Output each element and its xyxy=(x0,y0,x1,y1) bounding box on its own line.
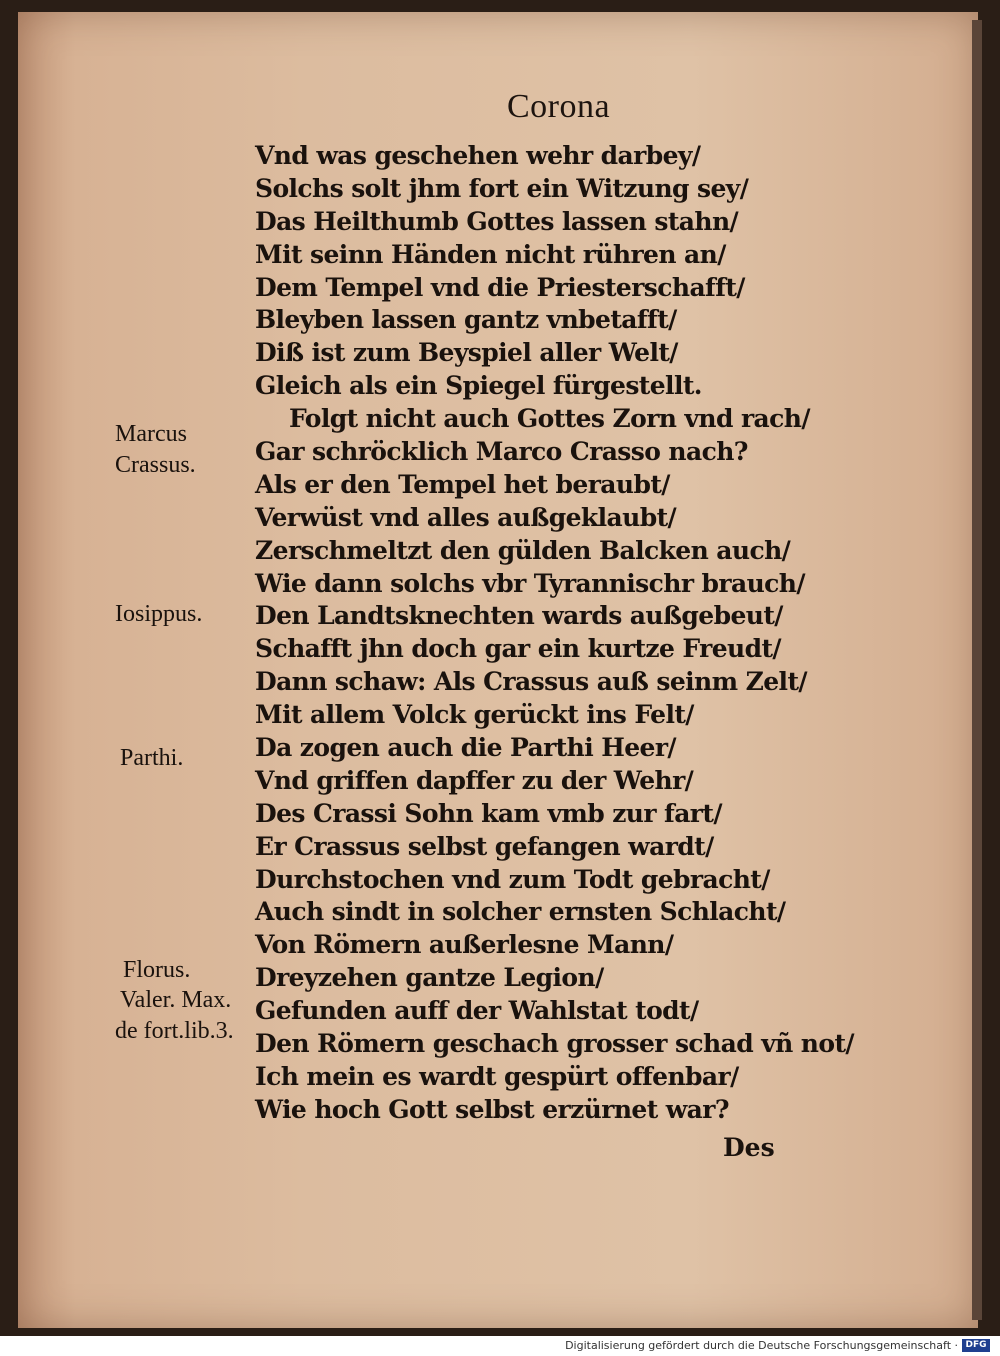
margin-note-iosippus: Iosippus. xyxy=(115,601,203,627)
running-head: Corona xyxy=(507,88,611,125)
verse-line: Wie hoch Gott selbst erzürnet war? xyxy=(255,1094,729,1124)
margin-note-valer-max: Valer. Max. xyxy=(120,987,232,1013)
verse-line: Schafft jhn doch gar ein kurtze Freudt/ xyxy=(255,634,781,664)
verse-line: Mit seinn Händen nicht rühren an/ xyxy=(255,239,726,269)
margin-note-crassus: Crassus. xyxy=(115,452,196,478)
verse-block xyxy=(255,140,854,1127)
verse-line: Das Heilthumb Gottes lassen stahn/ xyxy=(255,206,739,236)
margin-note-de-fort: de fort.lib.3. xyxy=(115,1018,234,1044)
verse-line: Da zogen auch die Parthi Heer/ xyxy=(255,733,676,763)
verse-line: Mit allem Volck gerückt ins Felt/ xyxy=(255,700,694,730)
footer-credit: Digitalisierung gefördert durch die Deutsche Forschungsgemeinschaft · xyxy=(565,1339,958,1352)
margin-note-marcus: Marcus xyxy=(115,421,187,447)
verse-line: Er Crassus selbst gefangen wardt/ xyxy=(255,831,714,861)
footer-bar xyxy=(0,1336,1000,1356)
verse-line: Dann schaw: Als Crassus auß seinm Zelt/ xyxy=(255,667,807,697)
verse-line: Zerschmeltzt den gülden Balcken auch/ xyxy=(255,535,791,565)
verse-line: Dem Tempel vnd die Priesterschafft/ xyxy=(255,272,745,302)
verse-line: Gefunden auff der Wahlstat todt/ xyxy=(255,996,699,1026)
verse-line: Gar schröcklich Marco Crasso nach? xyxy=(255,437,748,467)
verse-line: Den Landtsknechten wards außgebeut/ xyxy=(255,601,783,631)
verse-line: Vnd was geschehen wehr darbey/ xyxy=(255,141,701,170)
dfg-logo: DFG xyxy=(962,1339,990,1352)
verse-line: Von Römern außerlesne Mann/ xyxy=(255,930,674,960)
verse-line: Diß ist zum Beyspiel aller Welt/ xyxy=(255,338,678,368)
margin-note-florus: Florus. xyxy=(123,957,191,983)
verse-line: Gleich als ein Spiegel fürgestellt. xyxy=(255,371,702,401)
verse-line: Den Römern geschach grosser schad vñ not/ xyxy=(255,1029,854,1059)
verse-line: Dreyzehen gantze Legion/ xyxy=(255,963,604,993)
verse-line: Solchs solt jhm fort ein Witzung sey/ xyxy=(255,173,749,203)
page-edge xyxy=(972,20,982,1320)
verse-line: Verwüst vnd alles außgeklaubt/ xyxy=(255,502,677,532)
verse-line: Vnd griffen dapffer zu der Wehr/ xyxy=(255,765,694,795)
verse-line: Als er den Tempel het beraubt/ xyxy=(255,469,670,499)
verse-line: Durchstochen vnd zum Todt gebracht/ xyxy=(255,864,770,894)
catchword: Des xyxy=(723,1133,775,1162)
verse-line: Des Crassi Sohn kam vmb zur fart/ xyxy=(255,798,722,828)
verse-line: Ich mein es wardt gespürt offenbar/ xyxy=(255,1061,739,1091)
verse-line: Wie dann solchs vbr Tyrannischr brauch/ xyxy=(255,568,805,598)
verse-line: Folgt nicht auch Gottes Zorn vnd rach/ xyxy=(289,404,810,434)
verse-line: Bleyben lassen gantz vnbetafft/ xyxy=(255,305,677,335)
margin-note-parthi: Parthi. xyxy=(120,745,184,771)
verse-line: Auch sindt in solcher ernsten Schlacht/ xyxy=(255,897,786,927)
